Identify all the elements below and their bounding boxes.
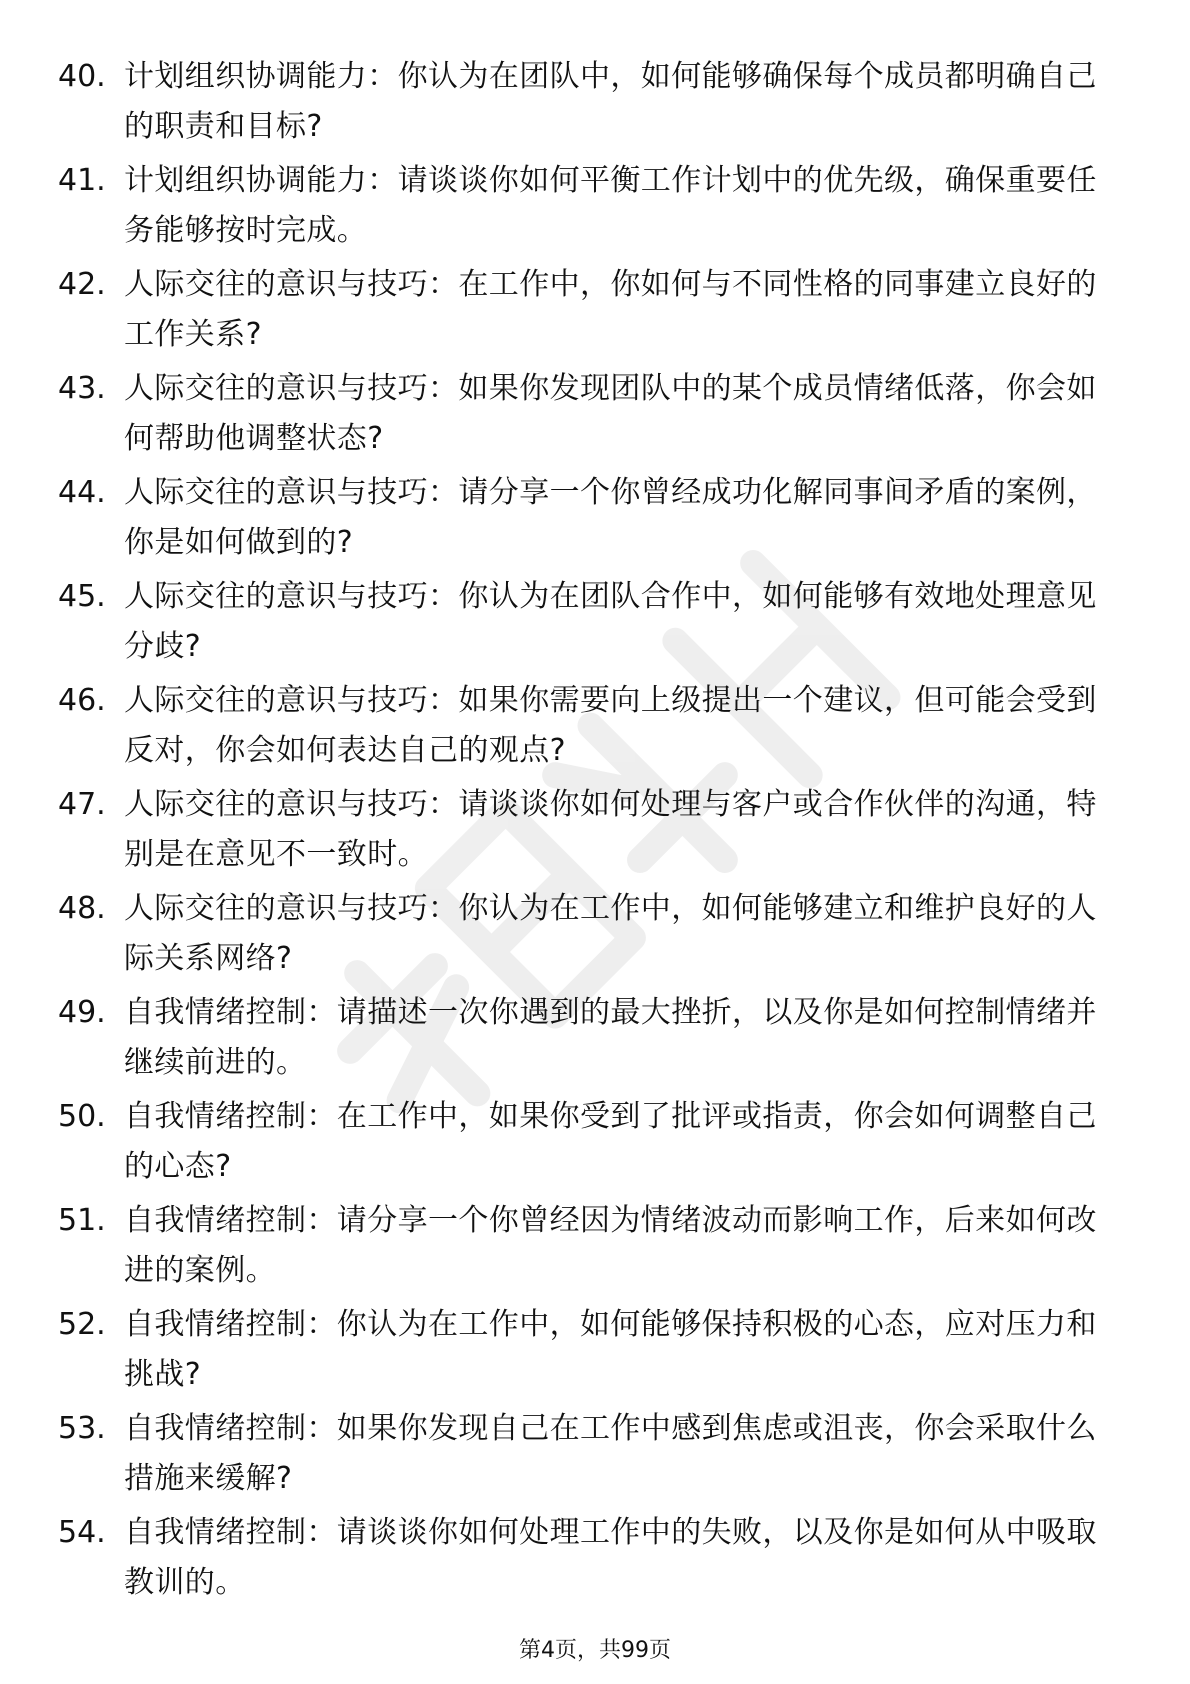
question-number: 44. [58,475,106,510]
question-number: 45. [58,579,106,614]
question-number: 51. [58,1203,106,1238]
question-number: 54. [58,1515,106,1550]
question-number: 41. [58,163,106,198]
question-text: 人际交往的意识与技巧：你认为在工作中，如何能够建立和维护良好的人际关系网络? [124,891,1097,976]
question-text: 自我情绪控制：如果你发现自己在工作中感到焦虑或沮丧，你会采取什么措施来缓解? [124,1411,1097,1496]
question-text: 人际交往的意识与技巧：在工作中，你如何与不同性格的同事建立良好的工作关系? [124,267,1097,352]
question-number: 43. [58,371,106,406]
question-text: 人际交往的意识与技巧：请分享一个你曾经成功化解同事间矛盾的案例，你是如何做到的? [124,475,1097,560]
question-item [58,1404,1118,1508]
question-number: 49. [58,995,106,1030]
question-item [58,364,1118,468]
question-list [58,52,1118,1612]
question-item [58,52,1118,156]
page-footer: 第4页，共99页 [519,1638,671,1663]
question-text: 人际交往的意识与技巧：你认为在团队合作中，如何能够有效地处理意见分歧? [124,579,1097,664]
question-item [58,1196,1118,1300]
question-item [58,780,1118,884]
question-item [58,676,1118,780]
question-text: 人际交往的意识与技巧：请谈谈你如何处理与客户或合作伙伴的沟通，特别是在意见不一致时。 [124,787,1097,872]
question-item [58,156,1118,260]
question-number: 52. [58,1307,106,1342]
question-number: 42. [58,267,106,302]
question-text: 自我情绪控制：请谈谈你如何处理工作中的失败，以及你是如何从中吸取教训的。 [124,1515,1097,1600]
question-text: 自我情绪控制：请描述一次你遇到的最大挫折，以及你是如何控制情绪并继续前进的。 [124,995,1097,1080]
question-number: 47. [58,787,106,822]
question-item [58,884,1118,988]
question-item [58,572,1118,676]
question-item [58,260,1118,364]
question-number: 48. [58,891,106,926]
question-text: 人际交往的意识与技巧：如果你需要向上级提出一个建议，但可能会受到反对，你会如何表达自己的观点? [124,683,1097,768]
question-text: 计划组织协调能力：你认为在团队中，如何能够确保每个成员都明确自己的职责和目标? [124,59,1097,144]
question-text: 计划组织协调能力：请谈谈你如何平衡工作计划中的优先级，确保重要任务能够按时完成。 [124,163,1097,248]
question-item [58,1508,1118,1612]
question-text: 自我情绪控制：你认为在工作中，如何能够保持积极的心态，应对压力和挑战? [124,1307,1097,1392]
question-number: 50. [58,1099,106,1134]
question-item [58,1092,1118,1196]
question-text: 自我情绪控制：在工作中，如果你受到了批评或指责，你会如何调整自己的心态? [124,1099,1097,1184]
question-number: 46. [58,683,106,718]
question-number: 40. [58,59,106,94]
question-text: 自我情绪控制：请分享一个你曾经因为情绪波动而影响工作，后来如何改进的案例。 [124,1203,1097,1288]
question-item [58,468,1118,572]
question-item [58,1300,1118,1404]
question-number: 53. [58,1411,106,1446]
question-item [58,988,1118,1092]
question-text: 人际交往的意识与技巧：如果你发现团队中的某个成员情绪低落，你会如何帮助他调整状态? [124,371,1097,456]
